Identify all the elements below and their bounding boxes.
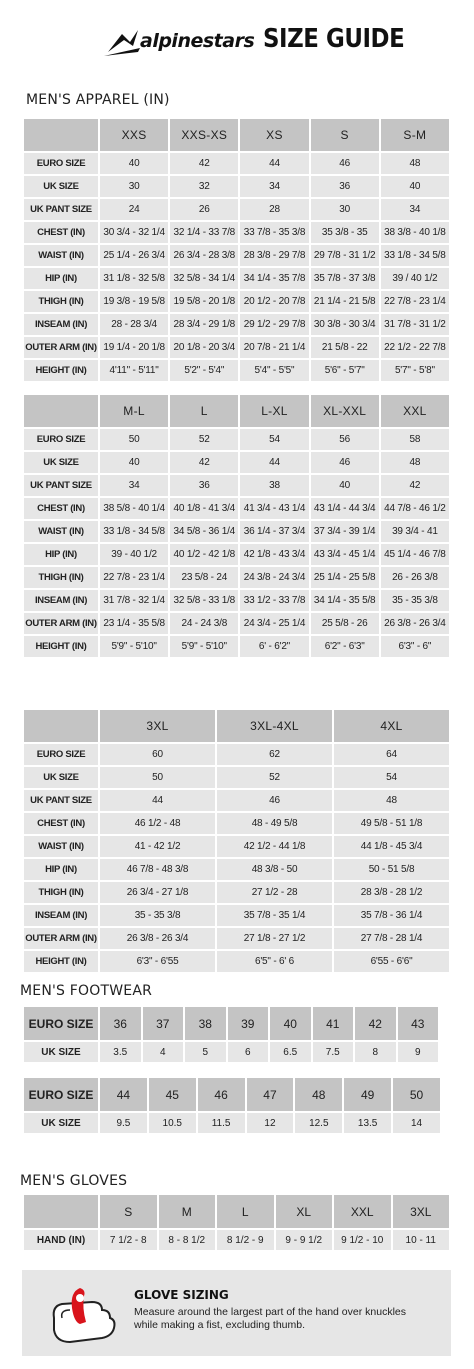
row-label: HEIGHT (IN) (24, 951, 98, 972)
table-cell: 43 (398, 1007, 439, 1040)
table-cell: 42 (170, 153, 238, 174)
table-cell: 40 1/2 - 42 1/8 (170, 544, 238, 565)
glove-sizing-box (22, 1270, 451, 1356)
header (0, 0, 474, 80)
row-label: THIGH (IN) (24, 567, 98, 588)
size-header-cell: 4XL (334, 710, 449, 742)
corner-cell (24, 1195, 98, 1228)
table-cell: 30 (100, 176, 168, 197)
row-label: HIP (IN) (24, 544, 98, 565)
footwear-table-1 (22, 1005, 440, 1064)
row-label: EURO SIZE (24, 1007, 98, 1040)
table-cell: 40 (270, 1007, 311, 1040)
table-cell: 20 7/8 - 21 1/4 (240, 337, 308, 358)
table-cell: 28 3/4 - 29 1/8 (170, 314, 238, 335)
table-cell: 6'3" - 6" (381, 636, 449, 657)
size-header-cell: XXL (381, 395, 449, 427)
uk-size-row (24, 1042, 438, 1062)
table-row (24, 744, 449, 765)
table-cell: 36 (100, 1007, 141, 1040)
table-cell: 44 (100, 790, 215, 811)
table-cell: 28 3/8 - 29 7/8 (240, 245, 308, 266)
corner-cell (24, 395, 98, 427)
table-cell: 44 1/8 - 45 3/4 (334, 836, 449, 857)
table-cell: 43 1/4 - 44 3/4 (311, 498, 379, 519)
size-header-cell: XXS (100, 119, 168, 151)
corner-cell (24, 710, 98, 742)
table-cell: 21 5/8 - 22 (311, 337, 379, 358)
row-label: CHEST (IN) (24, 498, 98, 519)
table-row (24, 636, 449, 657)
table-cell: 24 3/8 - 24 3/4 (240, 567, 308, 588)
table-cell: 6'55 - 6'6" (334, 951, 449, 972)
size-header-cell: 3XL-4XL (217, 710, 332, 742)
row-label: EURO SIZE (24, 744, 98, 765)
table-cell: 58 (381, 429, 449, 450)
table-cell: 32 1/4 - 33 7/8 (170, 222, 238, 243)
table-cell: 46 (311, 153, 379, 174)
row-label: UK PANT SIZE (24, 199, 98, 220)
table-row (24, 521, 449, 542)
table-cell: 48 - 49 5/8 (217, 813, 332, 834)
table-row (24, 928, 449, 949)
table-cell: 35 7/8 - 36 1/4 (334, 905, 449, 926)
table-cell: 32 (170, 176, 238, 197)
table-cell: 42 1/2 - 44 1/8 (217, 836, 332, 857)
row-label: EURO SIZE (24, 153, 98, 174)
table-cell: 38 3/8 - 40 1/8 (381, 222, 449, 243)
table-row (24, 268, 449, 289)
table-cell: 31 7/8 - 32 1/4 (100, 590, 168, 611)
apparel-table-1 (22, 117, 451, 383)
row-label: UK SIZE (24, 176, 98, 197)
table-cell: 28 - 28 3/4 (100, 314, 168, 335)
table-cell: 35 3/8 - 35 (311, 222, 379, 243)
table-cell: 22 7/8 - 23 1/4 (381, 291, 449, 312)
table-cell: 28 (240, 199, 308, 220)
table-cell: 44 (240, 153, 308, 174)
row-label: EURO SIZE (24, 429, 98, 450)
table-cell: 8 - 8 1/2 (159, 1230, 216, 1250)
table-cell: 24 - 24 3/8 (170, 613, 238, 634)
table-cell: 54 (240, 429, 308, 450)
table-cell: 39 (228, 1007, 269, 1040)
table-cell: 33 1/8 - 34 5/8 (100, 521, 168, 542)
table-cell: 35 - 35 3/8 (100, 905, 215, 926)
row-label: WAIST (IN) (24, 521, 98, 542)
table-cell: 6' - 6'2" (240, 636, 308, 657)
row-label: THIGH (IN) (24, 291, 98, 312)
table-cell: 33 7/8 - 35 3/8 (240, 222, 308, 243)
size-header-cell: XL (276, 1195, 333, 1228)
glove-size-row (24, 1195, 449, 1228)
table-cell: 22 7/8 - 23 1/4 (100, 567, 168, 588)
table-row (24, 498, 449, 519)
table-cell: 48 (295, 1078, 342, 1111)
table-cell: 27 7/8 - 28 1/4 (334, 928, 449, 949)
table-cell: 41 (313, 1007, 354, 1040)
table-row (24, 245, 449, 266)
table-cell: 48 (381, 452, 449, 473)
table-cell: 35 7/8 - 37 3/8 (311, 268, 379, 289)
row-label: UK PANT SIZE (24, 475, 98, 496)
table-cell: 54 (334, 767, 449, 788)
size-header-cell: M-L (100, 395, 168, 427)
table-cell: 44 7/8 - 46 1/2 (381, 498, 449, 519)
table-cell: 24 3/4 - 25 1/4 (240, 613, 308, 634)
table-cell: 5'4" - 5'5" (240, 360, 308, 381)
table-cell: 25 1/4 - 26 3/4 (100, 245, 168, 266)
row-label: OUTER ARM (IN) (24, 337, 98, 358)
table-row (24, 153, 449, 174)
table-cell: 39 - 40 1/2 (100, 544, 168, 565)
table-row (24, 767, 449, 788)
apparel-section-title: MEN'S APPAREL (IN) (26, 92, 170, 108)
table-row (24, 429, 449, 450)
table-cell: 48 3/8 - 50 (217, 859, 332, 880)
size-header-cell: L (170, 395, 238, 427)
size-header-cell: 3XL (393, 1195, 450, 1228)
table-cell: 8 1/2 - 9 (217, 1230, 274, 1250)
table-cell: 23 5/8 - 24 (170, 567, 238, 588)
table-cell: 26 - 26 3/8 (381, 567, 449, 588)
glove-sizing-title: GLOVE SIZING (134, 1288, 229, 1302)
table-cell: 7.5 (313, 1042, 354, 1062)
row-label: HIP (IN) (24, 859, 98, 880)
table-cell: 22 1/2 - 22 7/8 (381, 337, 449, 358)
table-cell: 46 (311, 452, 379, 473)
row-label: OUTER ARM (IN) (24, 928, 98, 949)
table-cell: 37 3/4 - 39 1/4 (311, 521, 379, 542)
table-cell: 26 3/8 - 26 3/4 (381, 613, 449, 634)
table-cell: 36 (311, 176, 379, 197)
footwear-section-title: MEN'S FOOTWEAR (20, 983, 153, 999)
page-title: SIZE GUIDE (263, 24, 405, 54)
table-cell: 10.5 (149, 1113, 196, 1133)
footwear-table-2 (22, 1076, 442, 1135)
table-cell: 46 7/8 - 48 3/8 (100, 859, 215, 880)
table-cell: 40 (100, 153, 168, 174)
table-cell: 6'3" - 6'55 (100, 951, 215, 972)
table-cell: 62 (217, 744, 332, 765)
table-cell: 20 1/8 - 20 3/4 (170, 337, 238, 358)
table-cell: 44 (100, 1078, 147, 1111)
table-cell: 50 (100, 429, 168, 450)
table-cell: 34 1/4 - 35 5/8 (311, 590, 379, 611)
table-row (24, 882, 449, 903)
table-row (24, 475, 449, 496)
table-row (24, 613, 449, 634)
table-row (24, 176, 449, 197)
table-cell: 46 1/2 - 48 (100, 813, 215, 834)
size-header-cell: S (100, 1195, 157, 1228)
table-cell: 25 1/4 - 25 5/8 (311, 567, 379, 588)
table-cell: 50 (393, 1078, 440, 1111)
table-cell: 40 (311, 475, 379, 496)
table-cell: 30 (311, 199, 379, 220)
table-row (24, 859, 449, 880)
table-cell: 27 1/8 - 27 1/2 (217, 928, 332, 949)
size-header-cell: XS (240, 119, 308, 151)
table-cell: 31 1/8 - 32 5/8 (100, 268, 168, 289)
table-cell: 21 1/4 - 21 5/8 (311, 291, 379, 312)
brand-wordmark: alpinestars (140, 30, 255, 52)
table-cell: 26 3/4 - 27 1/8 (100, 882, 215, 903)
table-cell: 34 (240, 176, 308, 197)
apparel-table-3 (22, 708, 451, 974)
table-cell: 36 1/4 - 37 3/4 (240, 521, 308, 542)
table-cell: 11.5 (198, 1113, 245, 1133)
row-label: CHEST (IN) (24, 222, 98, 243)
table-cell: 20 1/2 - 20 7/8 (240, 291, 308, 312)
table-row (24, 790, 449, 811)
corner-cell (24, 119, 98, 151)
row-label: OUTER ARM (IN) (24, 613, 98, 634)
table-row (24, 337, 449, 358)
table-cell: 27 1/2 - 28 (217, 882, 332, 903)
table-cell: 19 5/8 - 20 1/8 (170, 291, 238, 312)
table-cell: 38 (240, 475, 308, 496)
table-cell: 50 (100, 767, 215, 788)
row-label: HEIGHT (IN) (24, 360, 98, 381)
row-label: INSEAM (IN) (24, 314, 98, 335)
table-cell: 6.5 (270, 1042, 311, 1062)
table-cell: 12.5 (295, 1113, 342, 1133)
table-cell: 3.5 (100, 1042, 141, 1062)
size-header-cell: M (159, 1195, 216, 1228)
euro-size-row (24, 1007, 438, 1040)
size-header-cell: 3XL (100, 710, 215, 742)
glove-sizing-text: Measure around the largest part of the hand over knuckles while making a fist, excluding thumb. (134, 1306, 406, 1331)
row-label: CHEST (IN) (24, 813, 98, 834)
table-row (24, 567, 449, 588)
table-cell: 31 7/8 - 31 1/2 (381, 314, 449, 335)
table-row (24, 222, 449, 243)
table-cell: 26 3/4 - 28 3/8 (170, 245, 238, 266)
table-cell: 6'5" - 6' 6 (217, 951, 332, 972)
size-header-cell: S (311, 119, 379, 151)
table-cell: 48 (334, 790, 449, 811)
table-cell: 5'2" - 5'4" (170, 360, 238, 381)
size-header-row (24, 119, 449, 151)
table-cell: 42 (170, 452, 238, 473)
row-label: UK SIZE (24, 1113, 98, 1133)
table-cell: 52 (217, 767, 332, 788)
table-row (24, 360, 449, 381)
table-cell: 52 (170, 429, 238, 450)
table-row (24, 590, 449, 611)
table-row (24, 813, 449, 834)
table-cell: 13.5 (344, 1113, 391, 1133)
table-cell: 6'2" - 6'3" (311, 636, 379, 657)
table-cell: 46 (217, 790, 332, 811)
table-cell: 39 / 40 1/2 (381, 268, 449, 289)
table-cell: 4 (143, 1042, 184, 1062)
row-label: UK SIZE (24, 1042, 98, 1062)
table-cell: 9 (398, 1042, 439, 1062)
table-cell: 6 (228, 1042, 269, 1062)
table-cell: 36 (170, 475, 238, 496)
table-row (24, 314, 449, 335)
table-cell: 25 5/8 - 26 (311, 613, 379, 634)
table-cell: 64 (334, 744, 449, 765)
table-cell: 42 1/8 - 43 3/4 (240, 544, 308, 565)
table-cell: 34 (100, 475, 168, 496)
table-cell: 32 5/8 - 34 1/4 (170, 268, 238, 289)
size-header-cell: XL-XXL (311, 395, 379, 427)
row-label: WAIST (IN) (24, 245, 98, 266)
table-cell: 8 (355, 1042, 396, 1062)
table-cell: 41 - 42 1/2 (100, 836, 215, 857)
gloves-table (22, 1193, 451, 1252)
table-cell: 33 1/8 - 34 5/8 (381, 245, 449, 266)
table-cell: 39 3/4 - 41 (381, 521, 449, 542)
size-header-cell: XXS-XS (170, 119, 238, 151)
table-cell: 5 (185, 1042, 226, 1062)
table-cell: 41 3/4 - 43 1/4 (240, 498, 308, 519)
table-cell: 19 1/4 - 20 1/8 (100, 337, 168, 358)
table-row (24, 544, 449, 565)
table-cell: 5'9" - 5'10" (100, 636, 168, 657)
table-cell: 49 (344, 1078, 391, 1111)
table-cell: 34 1/4 - 35 7/8 (240, 268, 308, 289)
table-cell: 42 (355, 1007, 396, 1040)
table-cell: 19 3/8 - 19 5/8 (100, 291, 168, 312)
table-cell: 26 3/8 - 26 3/4 (100, 928, 215, 949)
table-cell: 26 (170, 199, 238, 220)
row-label: UK SIZE (24, 452, 98, 473)
table-cell: 44 (240, 452, 308, 473)
row-label: INSEAM (IN) (24, 590, 98, 611)
table-cell: 4'11" - 5'11" (100, 360, 168, 381)
table-cell: 5'7" - 5'8" (381, 360, 449, 381)
table-cell: 38 (185, 1007, 226, 1040)
table-cell: 46 (198, 1078, 245, 1111)
table-cell: 29 7/8 - 31 1/2 (311, 245, 379, 266)
row-label: HAND (IN) (24, 1230, 98, 1250)
size-header-cell: L (217, 1195, 274, 1228)
table-cell: 42 (381, 475, 449, 496)
table-cell: 7 1/2 - 8 (100, 1230, 157, 1250)
table-cell: 45 1/4 - 46 7/8 (381, 544, 449, 565)
hand-size-row (24, 1230, 449, 1250)
table-cell: 38 5/8 - 40 1/4 (100, 498, 168, 519)
table-cell: 43 3/4 - 45 1/4 (311, 544, 379, 565)
table-cell: 40 (100, 452, 168, 473)
hand-measure-icon (40, 1278, 124, 1350)
table-cell: 28 3/8 - 28 1/2 (334, 882, 449, 903)
table-cell: 45 (149, 1078, 196, 1111)
table-cell: 50 - 51 5/8 (334, 859, 449, 880)
table-cell: 48 (381, 153, 449, 174)
table-cell: 5'9" - 5'10" (170, 636, 238, 657)
row-label: INSEAM (IN) (24, 905, 98, 926)
table-cell: 35 - 35 3/8 (381, 590, 449, 611)
gloves-section-title: MEN'S GLOVES (20, 1173, 128, 1189)
row-label: UK PANT SIZE (24, 790, 98, 811)
table-cell: 29 1/2 - 29 7/8 (240, 314, 308, 335)
table-cell: 9 - 9 1/2 (276, 1230, 333, 1250)
table-cell: 5'6" - 5'7" (311, 360, 379, 381)
table-cell: 12 (247, 1113, 294, 1133)
table-cell: 60 (100, 744, 215, 765)
table-row (24, 452, 449, 473)
table-cell: 9.5 (100, 1113, 147, 1133)
table-cell: 23 1/4 - 35 5/8 (100, 613, 168, 634)
table-row (24, 905, 449, 926)
size-header-cell: XXL (334, 1195, 391, 1228)
row-label: UK SIZE (24, 767, 98, 788)
table-cell: 34 5/8 - 36 1/4 (170, 521, 238, 542)
table-cell: 32 5/8 - 33 1/8 (170, 590, 238, 611)
table-cell: 9 1/2 - 10 (334, 1230, 391, 1250)
euro-size-row (24, 1078, 440, 1111)
table-cell: 49 5/8 - 51 1/8 (334, 813, 449, 834)
table-cell: 30 3/4 - 32 1/4 (100, 222, 168, 243)
table-cell: 33 1/2 - 33 7/8 (240, 590, 308, 611)
table-cell: 56 (311, 429, 379, 450)
uk-size-row (24, 1113, 440, 1133)
size-header-row (24, 710, 449, 742)
table-row (24, 836, 449, 857)
table-cell: 10 - 11 (393, 1230, 450, 1250)
table-cell: 14 (393, 1113, 440, 1133)
row-label: EURO SIZE (24, 1078, 98, 1111)
table-cell: 24 (100, 199, 168, 220)
size-header-cell: S-M (381, 119, 449, 151)
row-label: HEIGHT (IN) (24, 636, 98, 657)
table-cell: 47 (247, 1078, 294, 1111)
size-header-cell: L-XL (240, 395, 308, 427)
table-cell: 35 7/8 - 35 1/4 (217, 905, 332, 926)
size-header-row (24, 395, 449, 427)
row-label: HIP (IN) (24, 268, 98, 289)
row-label: WAIST (IN) (24, 836, 98, 857)
table-row (24, 291, 449, 312)
table-row (24, 199, 449, 220)
apparel-table-2 (22, 393, 451, 659)
table-row (24, 951, 449, 972)
table-cell: 37 (143, 1007, 184, 1040)
row-label: THIGH (IN) (24, 882, 98, 903)
table-cell: 34 (381, 199, 449, 220)
table-cell: 40 1/8 - 41 3/4 (170, 498, 238, 519)
table-cell: 30 3/8 - 30 3/4 (311, 314, 379, 335)
table-cell: 40 (381, 176, 449, 197)
